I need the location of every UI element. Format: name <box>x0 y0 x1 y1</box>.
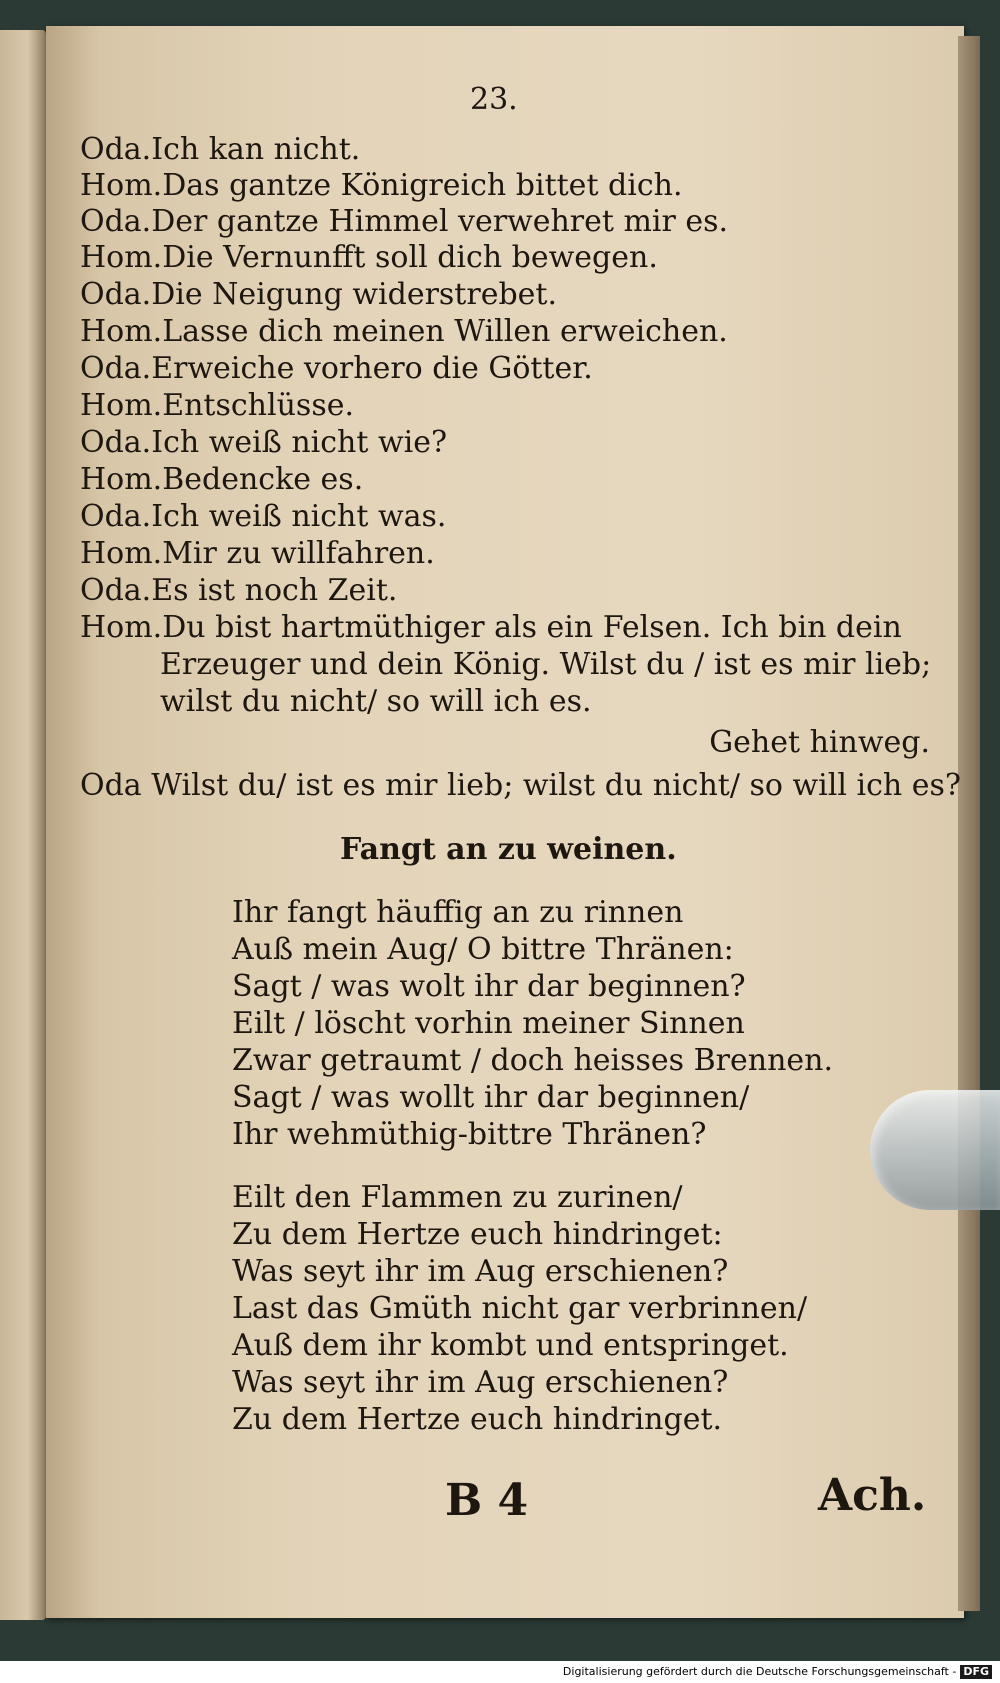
dialogue-line: Oda.Erweiche vorhero die Götter. <box>80 351 593 386</box>
verse-line: Was seyt ihr im Aug erschienen? <box>232 1365 729 1400</box>
verse-line: Zu dem Hertze euch hindringet: <box>232 1217 723 1252</box>
verse-line: Auß dem ihr kombt und entspringet. <box>232 1328 789 1363</box>
dialogue-line: Oda.Die Neigung widerstrebet. <box>80 277 558 312</box>
dialogue-continuation: Erzeuger und dein König. Wilst du / ist es mir lieb; <box>160 647 932 682</box>
verse-line: Eilt / löscht vorhin meiner Sinnen <box>232 1006 745 1041</box>
dialogue-line: Hom.Das gantze Königreich bittet dich. <box>80 168 683 203</box>
verse-line: Sagt / was wollt ihr dar beginnen/ <box>232 1080 750 1115</box>
catchword: Ach. <box>818 1470 927 1521</box>
page-stack-edge <box>958 36 980 1611</box>
page-clip <box>870 1090 1000 1210</box>
verse-line: Auß mein Aug/ O bittre Thränen: <box>232 932 734 967</box>
dialogue-line: Oda.Es ist noch Zeit. <box>80 573 398 608</box>
verse-line: Ihr fangt häuffig an zu rinnen <box>232 895 684 930</box>
stage-direction-heading: Fangt an zu weinen. <box>340 832 677 867</box>
page-number: 23. <box>470 82 518 117</box>
verse-line: Sagt / was wolt ihr dar beginnen? <box>232 969 746 1004</box>
credit-text: Digitalisierung gefördert durch die Deutsche Forschungsgemeinschaft - <box>562 1665 957 1678</box>
dialogue-line: Oda Wilst du/ ist es mir lieb; wilst du nicht/ so will ich es? <box>80 768 961 803</box>
digitization-credit <box>0 1661 1000 1683</box>
verse-line: Zu dem Hertze euch hindringet. <box>232 1402 723 1437</box>
verse-line: Eilt den Flammen zu zurinen/ <box>232 1180 683 1215</box>
dialogue-line: Hom.Die Vernunfft soll dich bewegen. <box>80 240 658 275</box>
dialogue-continuation: wilst du nicht/ so will ich es. <box>160 684 592 719</box>
dialogue-line: Oda.Der gantze Himmel verwehret mir es. <box>80 204 729 239</box>
dialogue-line: Hom.Entschlüsse. <box>80 388 354 423</box>
dfg-logo: DFG <box>960 1665 992 1679</box>
verse-line: Zwar getraumt / doch heisses Brennen. <box>232 1043 833 1078</box>
verse-line: Ihr wehmüthig-bittre Thränen? <box>232 1117 707 1152</box>
facing-page-edge <box>0 30 46 1620</box>
dialogue-line: Oda.Ich kan nicht. <box>80 132 361 167</box>
dialogue-line: Oda.Ich weiß nicht was. <box>80 499 447 534</box>
dialogue-line: Hom.Bedencke es. <box>80 462 364 497</box>
signature-mark: B 4 <box>445 1475 529 1526</box>
dialogue-line: Hom.Du bist hartmüthiger als ein Felsen. Ich bin dein <box>80 610 902 645</box>
dialogue-line: Hom.Lasse dich meinen Willen erweichen. <box>80 314 728 349</box>
verse-line: Last das Gmüth nicht gar verbrinnen/ <box>232 1291 808 1326</box>
dialogue-line: Oda.Ich weiß nicht wie? <box>80 425 448 460</box>
verse-line: Was seyt ihr im Aug erschienen? <box>232 1254 729 1289</box>
dialogue-line: Hom.Mir zu willfahren. <box>80 536 435 571</box>
stage-direction: Gehet hinweg. <box>709 725 930 760</box>
